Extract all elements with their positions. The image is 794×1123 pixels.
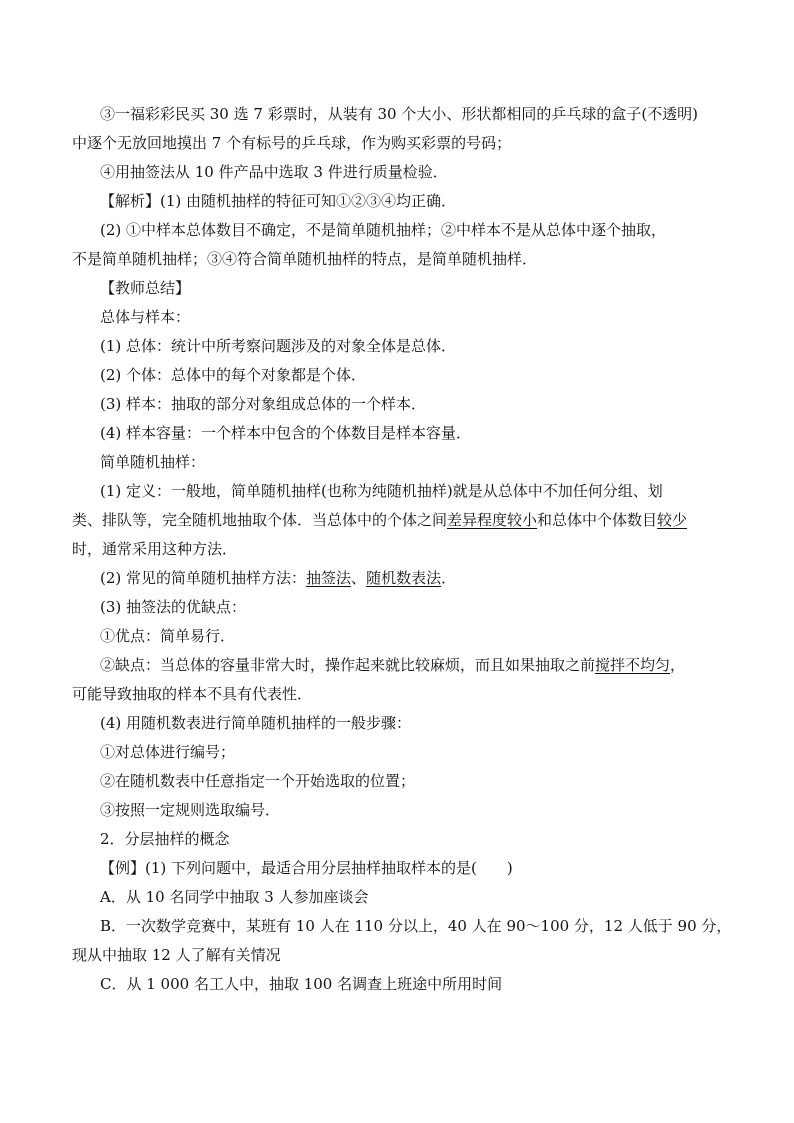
population-and-sample-title: 总体与样本： — [100, 308, 191, 326]
example-label: 【例】 — [100, 859, 146, 877]
teacher-summary-heading: 【教师总结】 — [100, 279, 191, 297]
advantage-item: ①优点：简单易行． — [100, 627, 236, 645]
disadvantage-text: ②缺点：当总体的容量非常大时，操作起来就比较麻烦，而且如果抽取之前 — [100, 656, 596, 674]
simple-random-sampling-title: 简单随机抽样： — [100, 453, 206, 471]
definition-line-2 — [72, 506, 732, 535]
item-4: ④用抽签法从 10 件产品中选取 3 件进行质量检验． — [100, 163, 448, 181]
methods-end: ． — [441, 569, 457, 587]
sample-item: (3) 样本：抽取的部分对象组成总体的一个样本． — [100, 395, 427, 413]
underlined-blank-lottery-method: 抽签法 — [306, 569, 352, 587]
definition-text-2: 和总体中个体数目 — [537, 511, 658, 529]
analysis-label: 【解析】 — [100, 192, 161, 210]
lottery-pros-cons-title: (3) 抽签法的优缺点： — [100, 598, 247, 616]
methods-separator: 、 — [351, 569, 367, 587]
definition-line-1: (1) 定义：一般地，简单随机抽样(也称为纯随机抽样)就是从总体中不加任何分组、划 — [100, 482, 663, 500]
option-b-line-2: 现从中抽取 12 人了解有关情况 — [72, 946, 281, 964]
underlined-blank-uneven-mixing: 搅拌不均匀 — [595, 656, 671, 674]
methods-line — [72, 564, 732, 593]
underlined-blank-small-difference: 差异程度较小 — [447, 511, 538, 529]
option-a: A．从 10 名同学中抽取 3 人参加座谈会 — [100, 888, 369, 906]
option-c: C．从 1 000 名工人中，抽取 100 名调查上班途中所用时间 — [100, 975, 503, 993]
item-3-line-2: 中逐个无放回地摸出 7 个有标号的乒乓球，作为购买彩票的号码； — [72, 134, 512, 152]
definition-line-3: 时，通常采用这种方法． — [72, 540, 238, 558]
definition-text: 类、排队等，完全随机地抽取个体．当总体中的个体之间 — [72, 511, 448, 529]
population-item: (1) 总体：统计中所考察问题涉及的对象全体是总体． — [100, 337, 457, 355]
step-item-1: ①对总体进行编号； — [100, 743, 236, 761]
disadvantage-comma: ， — [670, 656, 686, 674]
analysis-paragraph-2-line-2: 不是简单随机抽样；③④符合简单随机抽样的特点，是简单随机抽样． — [72, 250, 538, 268]
analysis-paragraph-1 — [72, 187, 732, 216]
document-page — [72, 100, 732, 999]
analysis-text-1: (1) 由随机抽样的特征可知①②③④均正确． — [160, 192, 457, 210]
individual-item: (2) 个体：总体中的每个对象都是个体． — [100, 366, 367, 384]
step-item-3: ③按照一定规则选取编号． — [100, 801, 281, 819]
analysis-paragraph-2-line-1: (2) ①中样本总体数目不确定，不是简单随机抽样；②中样本不是从总体中逐个抽取， — [100, 221, 667, 239]
methods-text: (2) 常见的简单随机抽样方法： — [100, 569, 307, 587]
sample-size-item: (4) 样本容量：一个样本中包含的个体数目是样本容量． — [100, 424, 472, 442]
underlined-blank-fewer: 较少 — [657, 511, 688, 529]
step-item-2: ②在随机数表中任意指定一个开始选取的位置； — [100, 772, 416, 790]
disadvantage-line-1 — [72, 651, 732, 680]
disadvantage-line-2: 可能导致抽取的样本不具有代表性． — [72, 685, 313, 703]
option-b-line-1: B．一次数学竞赛中，某班有 10 人在 110 分以上，40 人在 90～100 分，12 人低于 90 分， — [100, 917, 732, 935]
random-table-steps-title: (4) 用随机数表进行简单随机抽样的一般步骤： — [100, 714, 412, 732]
example-question-text: (1) 下列问题中，最适合用分层抽样抽取样本的是( ) — [145, 859, 513, 877]
section-heading-stratified-sampling: 2．分层抽样的概念 — [100, 830, 230, 848]
item-3-line-1: ③一福彩彩民买 30 选 7 彩票时，从装有 30 个大小、形状都相同的乒乓球的盒子(不透明) — [100, 105, 699, 123]
example-question — [72, 854, 732, 883]
underlined-blank-random-table-method: 随机数表法 — [366, 569, 442, 587]
